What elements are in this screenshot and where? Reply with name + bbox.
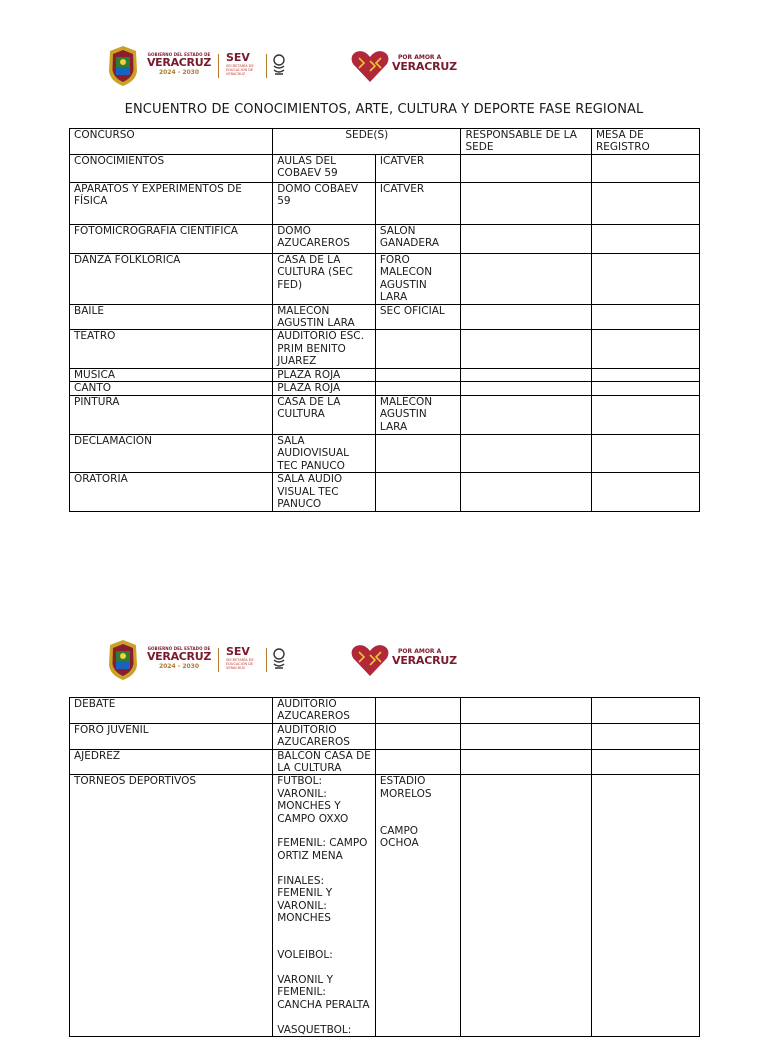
cell-mesa xyxy=(591,396,699,435)
gov-line1: GOBIERNO DEL ESTADO DE xyxy=(147,646,211,651)
cell-sede2: ESTADIO MORELOS CAMPO OCHOA xyxy=(375,775,461,1037)
cell-concurso: PINTURA xyxy=(70,396,273,435)
sev-sub: SECRETARÍA DE EDUCACIÓN DE VERACRUZ xyxy=(226,658,254,670)
table-row xyxy=(70,435,700,473)
table-row xyxy=(70,382,700,396)
table-row xyxy=(70,723,700,749)
gobierno-veracruz-logo xyxy=(146,52,212,77)
por-amor-heart-icon xyxy=(350,48,390,84)
por-amor-veracruz-logo xyxy=(392,648,457,667)
cell-sede1: AUDITORIO ESC. PRIM BENITO JUAREZ xyxy=(273,330,376,368)
cell-responsable xyxy=(461,330,591,368)
table-row xyxy=(70,330,700,368)
por-amor-veracruz-logo xyxy=(392,54,457,73)
cell-mesa xyxy=(591,723,699,749)
gobierno-veracruz-logo xyxy=(146,646,212,671)
header-sedes: SEDE(S) xyxy=(273,129,461,155)
cell-mesa xyxy=(591,155,699,183)
table-row xyxy=(70,473,700,511)
table-header-row xyxy=(70,129,700,155)
sev-sub: SECRETARÍA DE EDUCACIÓN DE VERACRUZ xyxy=(226,64,254,76)
table-row xyxy=(70,775,700,1037)
cell-sede2: MALECON AGUSTIN LARA xyxy=(375,396,461,435)
cell-responsable xyxy=(461,775,591,1037)
cell-sede2 xyxy=(375,698,461,724)
table-row xyxy=(70,396,700,435)
cell-concurso: CONOCIMIENTOS xyxy=(70,155,273,183)
cell-sede1: PLAZA ROJA xyxy=(273,368,376,381)
cell-mesa xyxy=(591,749,699,775)
cell-sede1: SALA AUDIOVISUAL TEC PANUCO xyxy=(273,435,376,473)
cell-mesa xyxy=(591,225,699,254)
cell-responsable xyxy=(461,155,591,183)
cell-mesa xyxy=(591,698,699,724)
gov-line1: GOBIERNO DEL ESTADO DE xyxy=(147,52,211,57)
cell-responsable xyxy=(461,382,591,396)
document-title: ENCUENTRO DE CONOCIMIENTOS, ARTE, CULTURA Y DEPORTE FASE REGIONAL xyxy=(124,102,644,117)
institution-emblem-icon xyxy=(272,54,286,78)
cell-concurso: FORO JUVENIL xyxy=(70,723,273,749)
gov-years: 2024 - 2030 xyxy=(158,69,200,76)
table-row xyxy=(70,183,700,225)
table-row xyxy=(70,225,700,254)
header-logo-bar xyxy=(0,636,768,684)
cell-concurso: DECLAMACIÓN xyxy=(70,435,273,473)
cell-concurso: DANZA FOLKLORICA xyxy=(70,254,273,305)
venues-table-2 xyxy=(69,697,700,1037)
header-logo-bar xyxy=(0,42,768,90)
table-row xyxy=(70,304,700,330)
cell-mesa xyxy=(591,330,699,368)
header-concurso: CONCURSO xyxy=(70,129,273,155)
cell-sede1: AUDITORIO AZUCAREROS xyxy=(273,698,376,724)
cell-concurso: TORNEOS DEPORTIVOS xyxy=(70,775,273,1037)
cell-sede2 xyxy=(375,473,461,511)
cell-sede1: CASA DE LA CULTURA xyxy=(273,396,376,435)
cell-sede2 xyxy=(375,330,461,368)
cell-responsable xyxy=(461,254,591,305)
cell-mesa xyxy=(591,473,699,511)
logo-divider xyxy=(266,54,267,78)
cell-responsable xyxy=(461,749,591,775)
gov-name: VERACRUZ xyxy=(146,56,212,69)
cell-sede2 xyxy=(375,382,461,396)
amor-line1: POR AMOR A xyxy=(398,54,442,61)
cell-responsable xyxy=(461,698,591,724)
cell-sede2: SEC OFICIAL xyxy=(375,304,461,330)
gov-years: 2024 - 2030 xyxy=(158,663,200,670)
logo-divider xyxy=(218,54,219,78)
logo-divider xyxy=(218,648,219,672)
gov-name: VERACRUZ xyxy=(146,650,212,663)
veracruz-coat-of-arms-icon xyxy=(106,45,140,87)
cell-sede1: DOMO COBAEV 59 xyxy=(273,183,376,225)
cell-sede1: MALECON AGUSTIN LARA xyxy=(273,304,376,330)
header-mesa: MESA DE REGISTRO xyxy=(591,129,699,155)
logo-divider xyxy=(266,648,267,672)
cell-sede2 xyxy=(375,435,461,473)
cell-sede2 xyxy=(375,749,461,775)
cell-responsable xyxy=(461,368,591,381)
cell-sede1: BALCON CASA DE LA CULTURA xyxy=(273,749,376,775)
por-amor-heart-icon xyxy=(350,642,390,678)
cell-responsable xyxy=(461,304,591,330)
amor-line1: POR AMOR A xyxy=(398,648,442,655)
cell-concurso: FOTOMICROGRAFIA CIENTIFICA xyxy=(70,225,273,254)
table-row xyxy=(70,698,700,724)
cell-responsable xyxy=(461,723,591,749)
cell-responsable xyxy=(461,225,591,254)
cell-sede2: FORO MALECON AGUSTIN LARA xyxy=(375,254,461,305)
venues-table-1 xyxy=(69,128,700,512)
cell-mesa xyxy=(591,254,699,305)
cell-sede1: FUTBOL: VARONIL: MONCHES Y CAMPO OXXO FEMENIL: CAMPO ORTIZ MENA FINALES: FEMENIL Y VARONIL: MONCHES VOLEIBOL: VARONIL Y FEMENIL: CANCHA PERALTA VASQUETBOL: xyxy=(273,775,376,1037)
cell-responsable xyxy=(461,396,591,435)
cell-sede2: ICATVER xyxy=(375,155,461,183)
cell-mesa xyxy=(591,775,699,1037)
cell-sede1: PLAZA ROJA xyxy=(273,382,376,396)
cell-concurso: TEATRO xyxy=(70,330,273,368)
cell-mesa xyxy=(591,435,699,473)
cell-sede2: ICATVER xyxy=(375,183,461,225)
amor-name: VERACRUZ xyxy=(392,60,457,73)
cell-sede1: CASA DE LA CULTURA (SEC FED) xyxy=(273,254,376,305)
cell-sede1: AULAS DEL COBAEV 59 xyxy=(273,155,376,183)
cell-concurso: BAILE xyxy=(70,304,273,330)
cell-mesa xyxy=(591,368,699,381)
table-row xyxy=(70,155,700,183)
cell-responsable xyxy=(461,435,591,473)
cell-concurso: CANTO xyxy=(70,382,273,396)
cell-sede2 xyxy=(375,368,461,381)
cell-sede1: DOMO AZUCAREROS xyxy=(273,225,376,254)
header-responsable: RESPONSABLE DE LA SEDE xyxy=(461,129,591,155)
cell-concurso: MUSICA xyxy=(70,368,273,381)
cell-concurso: ORATORIA xyxy=(70,473,273,511)
cell-concurso: APARATOS Y EXPERIMENTOS DE FÍSICA xyxy=(70,183,273,225)
cell-mesa xyxy=(591,304,699,330)
table-row xyxy=(70,368,700,381)
institution-emblem-icon xyxy=(272,648,286,672)
cell-mesa xyxy=(591,382,699,396)
table-row xyxy=(70,254,700,305)
sev-name: SEV xyxy=(226,51,250,64)
cell-sede1: AUDITORIO AZUCAREROS xyxy=(273,723,376,749)
cell-concurso: DEBATE xyxy=(70,698,273,724)
cell-sede2 xyxy=(375,723,461,749)
cell-mesa xyxy=(591,183,699,225)
sev-logo xyxy=(226,52,262,76)
cell-sede2: SALON GANADERA xyxy=(375,225,461,254)
cell-sede1: SALA AUDIO VISUAL TEC PANUCO xyxy=(273,473,376,511)
sev-name: SEV xyxy=(226,645,250,658)
amor-name: VERACRUZ xyxy=(392,654,457,667)
veracruz-coat-of-arms-icon xyxy=(106,639,140,681)
table-row xyxy=(70,749,700,775)
cell-responsable xyxy=(461,473,591,511)
cell-responsable xyxy=(461,183,591,225)
cell-concurso: AJEDREZ xyxy=(70,749,273,775)
sev-logo xyxy=(226,646,262,670)
